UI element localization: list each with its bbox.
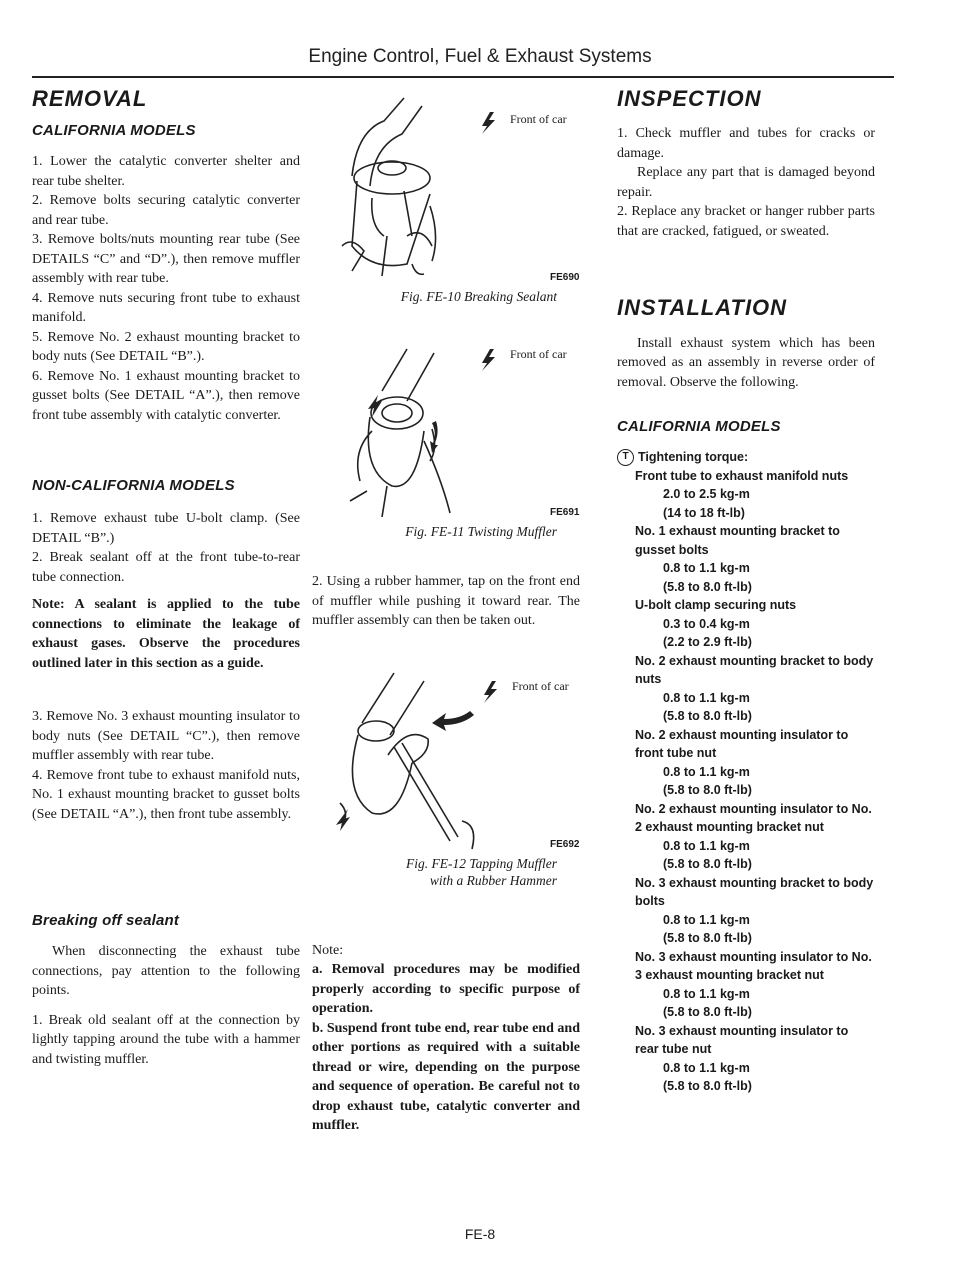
removal-title: REMOVAL	[32, 86, 148, 111]
removal-step: 1. Remove exhaust tube U-bolt clamp. (See DETAIL “B”.)	[32, 511, 300, 546]
breaking-step-1: 1. Break old sealant off at the connection by lightly tapping around the tube with a hammer and twisting muffler.	[32, 1012, 300, 1067]
removal-step: 4. Remove nuts securing front tube to exhaust manifold.	[32, 290, 300, 326]
inspection-step-1: 1. Check muffler and tubes for cracks or damage.	[617, 126, 875, 161]
removal-step: 4. Remove front tube to exhaust manifold nuts, No. 1 exhaust mounting bracket to gusset bolts (See DETAIL “A”.), then front tube assembly.	[32, 767, 300, 822]
removal-notes	[312, 941, 590, 1136]
torque-ftlb: (5.8 to 8.0 ft-lb)	[663, 931, 752, 946]
torque-item: No. 2 exhaust mounting insulator to front tube nut	[635, 727, 849, 761]
header-rule	[32, 76, 894, 78]
torque-title	[617, 448, 875, 467]
torque-ftlb: (14 to 18 ft-lb)	[663, 505, 745, 520]
figure-fe12	[312, 653, 590, 851]
removal-step: 1. Lower the catalytic converter shelter and rear tube shelter.	[32, 154, 300, 189]
torque-ftlb: (5.8 to 8.0 ft-lb)	[663, 579, 752, 594]
non-california-steps-a	[32, 509, 300, 587]
column-left	[32, 86, 300, 1069]
front-arrow-icon	[484, 681, 497, 703]
torque-ftlb: (5.8 to 8.0 ft-lb)	[663, 1005, 752, 1020]
breaking-off-sealant-title: Breaking off sealant	[32, 912, 180, 930]
torque-item: No. 1 exhaust mounting bracket to gusset bolts	[635, 524, 840, 557]
column-middle	[312, 86, 590, 1136]
removal-step: 2. Break sealant off at the front tube-to-rear tube connection.	[32, 550, 300, 585]
front-of-car-label: Front of car	[512, 678, 569, 693]
sealant-note-label: Note:	[32, 597, 65, 613]
tap-arrow-icon	[432, 711, 474, 731]
figure-code: FE690	[550, 272, 580, 283]
torque-kgm: 0.8 to 1.1 kg-m	[663, 912, 750, 927]
torque-ftlb: (5.8 to 8.0 ft-lb)	[663, 783, 752, 798]
torque-item: No. 3 exhaust mounting insulator to rear tube nut	[635, 1023, 849, 1057]
sealant-note	[32, 595, 300, 673]
removal-step: 5. Remove No. 2 exhaust mounting bracket to body nuts (See DETAIL “B”.).	[32, 329, 300, 365]
removal-step: 3. Remove No. 3 exhaust mounting insulator to body nuts (See DETAIL “C”.), then remove muffler assembly with rear tube.	[32, 709, 300, 764]
front-arrow-icon	[482, 112, 495, 134]
removal-step: 3. Remove bolts/nuts mounting rear tube (See DETAILS “C” and “D”.), then remove muffler assembly with rear tube.	[32, 232, 300, 287]
tightening-torque-list	[617, 448, 875, 1096]
torque-item: Front tube to exhaust manifold nuts	[635, 468, 849, 483]
torque-kgm: 0.8 to 1.1 kg-m	[663, 986, 750, 1001]
column-right	[617, 86, 875, 1096]
figure-fe11	[312, 321, 590, 519]
removal-step: 2. Remove bolts securing catalytic converter and rear tube.	[32, 193, 300, 228]
front-arrow-icon	[482, 349, 495, 371]
figure-code: FE691	[550, 507, 580, 518]
torque-ftlb: (5.8 to 8.0 ft-lb)	[663, 709, 752, 724]
california-models-title: CALIFORNIA MODELS	[32, 122, 196, 140]
installation-intro: Install exhaust system which has been removed as an assembly in reverse order of removal. Observe the following.	[617, 335, 875, 390]
figure-caption: Fig. FE-12 Tapping Muffler with a Rubber Hammer	[406, 855, 557, 888]
non-california-steps-b	[32, 707, 300, 824]
figure-caption: Fig. FE-10 Breaking Sealant	[400, 289, 557, 304]
inspection-step-2: 2. Replace any bracket or hanger rubber parts that are cracked, fatigued, or sweated.	[617, 204, 875, 239]
note-item: b. Suspend front tube end, rear tube end and other portions as required with a suitable thread or wire, depending on the purpose and sequence of operation. Be careful not to drop exhaust tube, catalytic converter and muffler.	[312, 1020, 580, 1133]
removal-step: 6. Remove No. 1 exhaust mounting bracket to gusset bolts (See DETAIL “A”.), then remove front tube assembly with catalytic converter.	[32, 368, 300, 423]
page-header: Engine Control, Fuel & Exhaust Systems	[308, 46, 652, 67]
figure-caption: Fig. FE-11 Twisting Muffler	[405, 524, 557, 539]
figure-code: FE692	[550, 838, 580, 850]
installation-title: INSTALLATION	[617, 295, 788, 321]
breaking-intro: When disconnecting the exhaust tube connections, pay attention to the following points.	[32, 944, 300, 999]
torque-ftlb: (5.8 to 8.0 ft-lb)	[663, 857, 752, 872]
sealant-note-text: A sealant is applied to the tube connections to eliminate the leakage of exhaust gases. Observe the procedures outlined later in this section as a guide.	[32, 597, 300, 671]
breaking-step-2: 2. Using a rubber hammer, tap on the front end of muffler while pushing it toward rear. The muffler assembly can then be taken out.	[312, 574, 580, 628]
torque-kgm: 0.8 to 1.1 kg-m	[663, 1060, 750, 1075]
note-item: a. Removal procedures may be modified properly according to specific purpose of operation.	[312, 962, 580, 1016]
torque-item: No. 3 exhaust mounting insulator to No. 3 exhaust mounting bracket nut	[635, 949, 872, 983]
front-of-car-label: Front of car	[510, 347, 567, 361]
torque-item: U-bolt clamp securing nuts	[635, 598, 797, 613]
torque-item: No. 3 exhaust mounting bracket to body bolts	[635, 875, 874, 909]
torque-item: No. 2 exhaust mounting insulator to No. 2 exhaust mounting bracket nut	[635, 801, 872, 835]
california-steps	[32, 152, 300, 425]
figure-fe10	[312, 86, 590, 284]
torque-kgm: 2.0 to 2.5 kg-m	[663, 487, 750, 502]
non-california-models-title: NON-CALIFORNIA MODELS	[32, 477, 235, 495]
push-arrow-icon	[336, 809, 350, 831]
torque-wrench-icon: T	[617, 449, 634, 466]
front-of-car-label: Front of car	[510, 112, 567, 126]
inspection-step-1-detail: Replace any part that is damaged beyond repair.	[617, 165, 875, 200]
inspection-title: INSPECTION	[617, 86, 762, 111]
torque-ftlb: (5.8 to 8.0 ft-lb)	[663, 1079, 752, 1094]
twist-arrow-icon	[368, 395, 382, 417]
torque-kgm: 0.8 to 1.1 kg-m	[663, 764, 750, 779]
torque-kgm: 0.8 to 1.1 kg-m	[663, 838, 750, 853]
torque-kgm: 0.8 to 1.1 kg-m	[663, 561, 750, 576]
torque-ftlb: (2.2 to 2.9 ft-lb)	[663, 635, 752, 650]
notes-label: Note:	[312, 942, 344, 958]
torque-title-label: Tightening torque:	[638, 450, 749, 465]
torque-kgm: 0.3 to 0.4 kg-m	[663, 616, 750, 631]
installation-california-title: CALIFORNIA MODELS	[617, 418, 781, 436]
torque-kgm: 0.8 to 1.1 kg-m	[663, 690, 750, 705]
page-number: FE-8	[464, 1226, 496, 1242]
torque-item: No. 2 exhaust mounting bracket to body nuts	[635, 653, 874, 687]
